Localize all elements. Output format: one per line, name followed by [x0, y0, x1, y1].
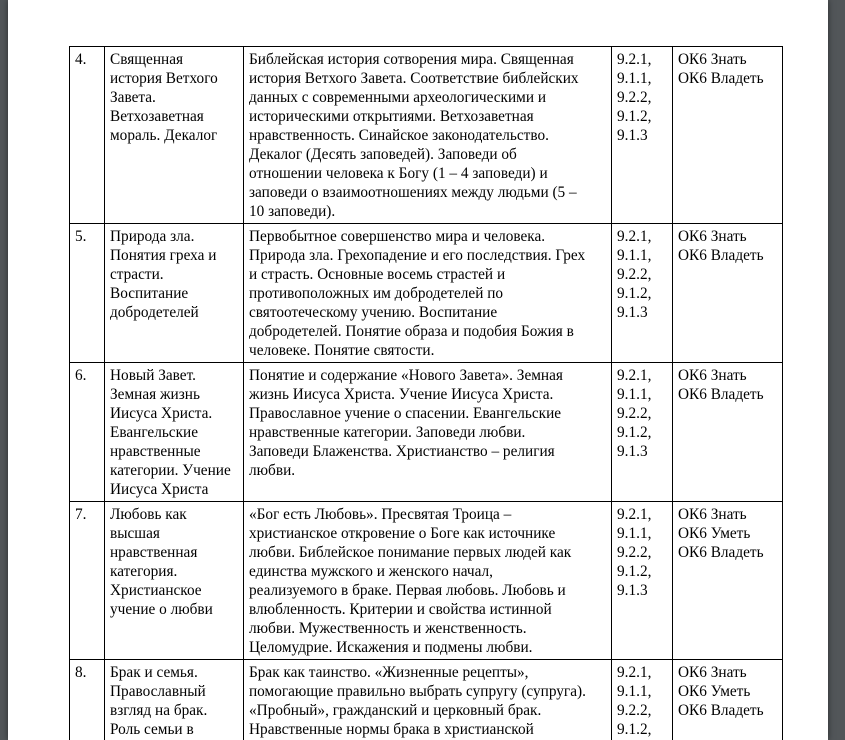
competencies-line: ОК6 Знать: [678, 506, 747, 523]
outcome-codes-line: 9.2.2,: [617, 702, 652, 719]
table-row: [70, 502, 783, 660]
topic-description-line: 10 заповеди).: [249, 203, 336, 220]
competencies-line: ОК6 Владеть: [678, 702, 764, 719]
row-number: 6.: [75, 367, 87, 384]
topic-title-line: Брак и семья.: [110, 664, 198, 681]
table-row: [70, 47, 783, 224]
topic-description-line: жизнь Иисуса Христа. Учение Иисуса Христа.: [249, 386, 554, 403]
topic-title-line: Священная: [110, 51, 184, 68]
topic-description-line: Декалог (Десять заповедей). Заповеди об: [249, 146, 517, 163]
topic-description-line: и страсть. Основные восемь страстей и: [249, 266, 506, 283]
outcome-codes-line: 9.2.2,: [617, 544, 652, 561]
table-row: [70, 363, 783, 502]
topic-description-line: любви. Библейское понимание первых людей как: [249, 544, 572, 561]
table-body: [70, 47, 783, 740]
outcome-codes-line: 9.2.1,: [617, 506, 652, 523]
topic-title-line: Православный: [110, 683, 206, 700]
topic-description-line: любви. Мужественность и женственность.: [249, 620, 527, 637]
competencies-line: ОК6 Уметь: [678, 525, 751, 542]
competencies-line: ОК6 Владеть: [678, 247, 764, 264]
row-number: 7.: [75, 506, 87, 523]
outcome-codes-line: 9.2.2,: [617, 89, 652, 106]
outcome-codes-cell: [612, 47, 673, 224]
competencies-line: ОК6 Знать: [678, 367, 747, 384]
topic-description-line: историческими открытиями. Ветхозаветная: [249, 108, 534, 125]
outcome-codes-line: 9.1.2,: [617, 424, 652, 441]
topic-description-line: противоположных им добродетелей по: [249, 285, 504, 302]
outcome-codes-line: 9.1.3: [617, 304, 648, 321]
outcome-codes-line: 9.2.2,: [617, 405, 652, 422]
row-number: 8.: [75, 664, 87, 681]
topic-title-line: мораль. Декалог: [110, 127, 218, 144]
competencies-line: ОК6 Знать: [678, 664, 747, 681]
topic-description-cell: [244, 224, 612, 363]
topic-title-cell: [105, 224, 244, 363]
outcome-codes-line: 9.1.1,: [617, 525, 652, 542]
competencies-line: ОК6 Владеть: [678, 386, 764, 403]
outcome-codes-line: 9.1.3: [617, 443, 648, 460]
topic-description-line: добродетелей. Понятие образа и подобия Божия в: [249, 323, 574, 340]
topic-title-line: Ветхозаветная: [110, 108, 204, 125]
topic-description-line: «Пробный», гражданский и церковный брак.: [249, 702, 542, 719]
topic-title-line: нравственная: [110, 544, 198, 561]
outcome-codes-line: 9.1.3: [617, 127, 648, 144]
topic-title-line: Новый Завет.: [110, 367, 196, 384]
topic-description-line: «Бог есть Любовь». Пресвятая Троица –: [249, 506, 512, 523]
outcome-codes-line: 9.1.3: [617, 582, 648, 599]
outcome-codes-cell: [612, 660, 673, 740]
topic-title-line: Евангельские: [110, 424, 199, 441]
topic-title-line: Земная жизнь: [110, 386, 200, 403]
topic-title-line: Воспитание: [110, 285, 189, 302]
topic-description-line: нравственность. Синайское законодательство.: [249, 127, 549, 144]
topic-description-line: Нравственные нормы брака в христианской: [249, 721, 534, 738]
topic-description-line: святоотеческому учению. Воспитание: [249, 304, 498, 321]
topic-description-line: Понятие и содержание «Нового Завета». Земная: [249, 367, 563, 384]
competencies-line: ОК6 Уметь: [678, 683, 751, 700]
topic-description-cell: [244, 502, 612, 660]
topic-title-line: взгляд на брак.: [110, 702, 208, 719]
row-number-cell: [70, 224, 105, 363]
topic-title-line: добродетелей: [110, 304, 199, 321]
topic-description-line: Православное учение о спасении. Евангельские: [249, 405, 562, 422]
topic-description-cell: [244, 660, 612, 740]
competencies-line: ОК6 Знать: [678, 228, 747, 245]
topic-description-line: Библейская история сотворения мира. Священная: [249, 51, 574, 68]
outcome-codes-line: 9.1.1,: [617, 247, 652, 264]
outcome-codes-cell: [612, 502, 673, 660]
row-number-cell: [70, 363, 105, 502]
topic-description-cell: [244, 363, 612, 502]
topic-title-line: нравственные: [110, 443, 201, 460]
table-row: [70, 660, 783, 740]
row-number-cell: [70, 47, 105, 224]
topic-description-line: Первобытное совершенство мира и человека.: [249, 228, 546, 245]
topic-title-line: Понятия греха и: [110, 247, 217, 264]
topic-description-line: нравственные категории. Заповеди любви.: [249, 424, 526, 441]
row-number-cell: [70, 660, 105, 740]
competencies-cell: [673, 502, 783, 660]
topic-title-line: категории. Учение: [110, 462, 231, 479]
topic-description-line: Целомудрие. Искажения и подмены любви.: [249, 639, 533, 656]
topic-description-line: единства мужского и женского начал,: [249, 563, 493, 580]
topic-description-line: Природа зла. Грехопадение и его последствия. Грех: [249, 247, 586, 264]
topic-title-line: высшая: [110, 525, 160, 542]
topic-description-line: любви.: [249, 462, 296, 479]
syllabus-table: [69, 46, 783, 740]
competencies-cell: [673, 47, 783, 224]
competencies-cell: [673, 224, 783, 363]
topic-title-line: Роль семьи в: [110, 721, 194, 738]
outcome-codes-line: 9.2.1,: [617, 51, 652, 68]
topic-title-line: категория.: [110, 563, 178, 580]
topic-description-line: Брак как таинство. «Жизненные рецепты»,: [249, 664, 529, 681]
competencies-line: ОК6 Владеть: [678, 544, 764, 561]
topic-description-line: заповеди о взаимоотношениях между людьми (5 –: [249, 184, 577, 201]
outcome-codes-line: 9.2.2,: [617, 266, 652, 283]
competencies-line: ОК6 Знать: [678, 51, 747, 68]
topic-title-line: Природа зла.: [110, 228, 195, 245]
topic-description-line: христианское откровение о Боге как источнике: [249, 525, 556, 542]
topic-title-line: учение о любви: [110, 601, 213, 618]
outcome-codes-line: 9.1.2,: [617, 285, 652, 302]
topic-title-line: страсти.: [110, 266, 164, 283]
document-page: [8, 0, 828, 740]
topic-title-line: Иисуса Христа.: [110, 405, 213, 422]
topic-title-line: Любовь как: [110, 506, 187, 523]
outcome-codes-line: 9.1.1,: [617, 683, 652, 700]
topic-title-line: история Ветхого: [110, 70, 218, 87]
topic-title-cell: [105, 660, 244, 740]
outcome-codes-line: 9.1.2,: [617, 721, 652, 738]
topic-description-line: история Ветхого Завета. Соответствие библейских: [249, 70, 579, 87]
topic-description-line: человеке. Понятие святости.: [249, 342, 435, 359]
topic-title-line: Завета.: [110, 89, 156, 106]
competencies-line: ОК6 Владеть: [678, 70, 764, 87]
topic-title-line: Христианское: [110, 582, 202, 599]
topic-description-line: данных с современными археологическими и: [249, 89, 547, 106]
row-number-cell: [70, 502, 105, 660]
topic-title-cell: [105, 47, 244, 224]
outcome-codes-cell: [612, 224, 673, 363]
topic-title-line: Иисуса Христа: [110, 481, 209, 498]
outcome-codes-line: 9.1.2,: [617, 563, 652, 580]
row-number: 5.: [75, 228, 87, 245]
topic-description-cell: [244, 47, 612, 224]
outcome-codes-line: 9.2.1,: [617, 664, 652, 681]
topic-description-line: Заповеди Блаженства. Христианство – религия: [249, 443, 555, 460]
outcome-codes-cell: [612, 363, 673, 502]
topic-description-line: помогающие правильно выбрать супругу (супруга).: [249, 683, 586, 700]
table-row: [70, 224, 783, 363]
outcome-codes-line: 9.2.1,: [617, 367, 652, 384]
competencies-cell: [673, 660, 783, 740]
outcome-codes-line: 9.2.1,: [617, 228, 652, 245]
topic-title-cell: [105, 502, 244, 660]
outcome-codes-line: 9.1.2,: [617, 108, 652, 125]
topic-title-cell: [105, 363, 244, 502]
competencies-cell: [673, 363, 783, 502]
row-number: 4.: [75, 51, 87, 68]
outcome-codes-line: 9.1.1,: [617, 386, 652, 403]
topic-description-line: реализуемого в браке. Первая любовь. Любовь и: [249, 582, 566, 599]
outcome-codes-line: 9.1.1,: [617, 70, 652, 87]
topic-description-line: влюбленность. Критерии и свойства истинной: [249, 601, 552, 618]
topic-description-line: отношении человека к Богу (1 – 4 заповеди) и: [249, 165, 548, 182]
